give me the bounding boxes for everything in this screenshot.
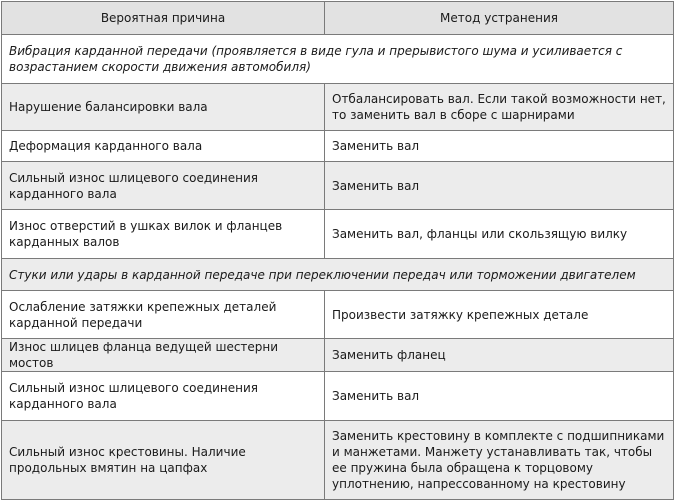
fix-cell: Заменить фланец [325,339,674,372]
cause-cell: Деформация карданного вала [2,131,325,162]
section-row [2,259,674,291]
fix-cell: Произвести затяжку крепежных детале [325,291,674,339]
cause-cell: Сильный износ крестовины. Наличие продольных вмятин на цапфах [2,421,325,500]
section-row [2,35,674,84]
troubleshooting-table [1,1,674,500]
cause-cell: Сильный износ шлицевого соединения карданного вала [2,162,325,210]
fix-cell: Заменить вал [325,131,674,162]
table-row [2,291,674,339]
fix-cell: Заменить вал [325,372,674,421]
cause-cell: Нарушение балансировки вала [2,84,325,131]
header-row [2,2,674,35]
table-row [2,339,674,372]
table-row [2,84,674,131]
cause-cell: Сильный износ шлицевого соединения карданного вала [2,372,325,421]
section-title: Вибрация карданной передачи (проявляется в виде гула и прерывистого шума и усиливается с возрастанием скорости движения автомобиля) [2,35,674,84]
table-row [2,162,674,210]
fix-cell: Заменить крестовину в комплекте с подшипниками и манжетами. Манжету устанавливать так, чтобы ее пружина была обращена к торцовому уплотнению, напрессованному на крестовину [325,421,674,500]
cause-cell: Износ шлицев фланца ведущей шестерни мостов [2,339,325,372]
table-row [2,372,674,421]
cause-cell: Износ отверстий в ушках вилок и фланцев карданных валов [2,210,325,259]
header-cause: Вероятная причина [2,2,325,35]
section-title: Стуки или удары в карданной передаче при переключении передач или торможении двигателем [2,259,674,291]
fix-cell: Заменить вал, фланцы или скользящую вилку [325,210,674,259]
table-row [2,210,674,259]
table-row [2,421,674,500]
fix-cell: Отбалансировать вал. Если такой возможности нет, то заменить вал в сборе с шарнирами [325,84,674,131]
header-fix: Метод устранения [325,2,674,35]
fix-cell: Заменить вал [325,162,674,210]
table-row [2,131,674,162]
cause-cell: Ослабление затяжки крепежных деталей карданной передачи [2,291,325,339]
